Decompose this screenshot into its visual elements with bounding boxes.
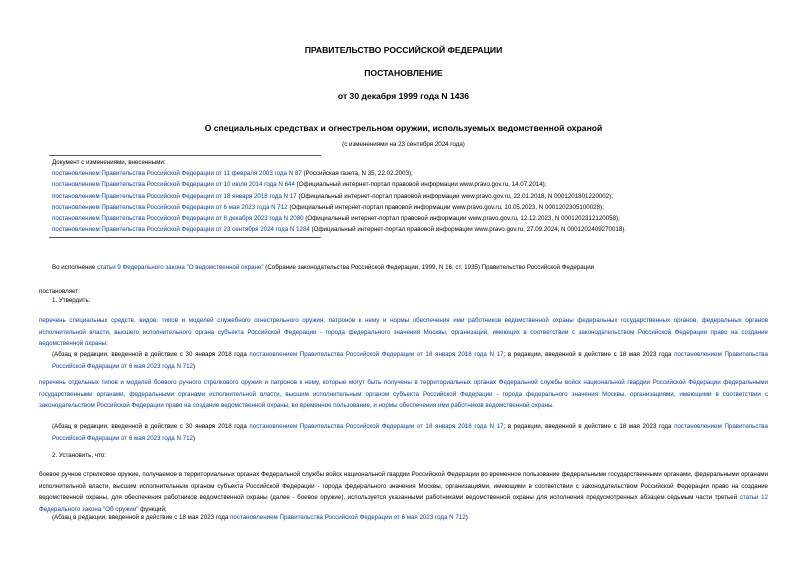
amendment-note-3 bbox=[52, 512, 768, 524]
history-item bbox=[52, 202, 772, 213]
header-date-number: от 30 декабря 1999 года N 1436 bbox=[337, 91, 470, 101]
note-link[interactable]: постановлением Правительства Российской Федерации от 6 мая 2023 года N 712 bbox=[52, 351, 768, 370]
history-item bbox=[52, 213, 772, 224]
history-source: (Официальный интернет-портал правовой информации www.pravo.gov.ru, 14.07.2014); bbox=[294, 181, 547, 189]
preamble bbox=[52, 262, 768, 274]
decides-text: постановляет: bbox=[39, 288, 80, 295]
preamble-text-end: (Собрание законодательства Российской Федерации, 1999, N 16, ст. 1935) Правительство Российской Федерации bbox=[263, 264, 595, 271]
history-source: (Официальный интернет-портал правовой информации www.pravo.gov.ru, 27.09.2024, N 0001202409270018). bbox=[309, 226, 627, 234]
history-bottom-rule bbox=[49, 237, 321, 238]
note-link[interactable]: постановлением Правительства Российской Федерации от 18 января 2018 года N 17 bbox=[249, 351, 504, 358]
list-1-paragraph bbox=[39, 315, 768, 350]
header-government: ПРАВИТЕЛЬСТВО РОССИЙСКОЙ ФЕДЕРАЦИИ bbox=[304, 45, 503, 55]
history-source: (Официальный интернет-портал правовой информации www.pravo.gov.ru, 10.05.2023, N 0001202305100028); bbox=[287, 203, 604, 211]
preamble-text: Во исполнение bbox=[52, 264, 97, 271]
list-2-paragraph bbox=[39, 377, 768, 412]
history-top-rule bbox=[49, 155, 321, 156]
note-text: ; в редакции, введенной в действие с 18 мая 2023 года bbox=[503, 351, 675, 358]
history-item bbox=[52, 191, 772, 202]
history-item bbox=[52, 224, 772, 235]
note-text: ; в редакции, введенной в действие с 18 мая 2023 года bbox=[503, 423, 675, 430]
list-1-link[interactable]: перечень специальных средств, видов, типов и моделей служебного огнестрельного оружия, патронов к нему и нормы обеспечения ими работников ведомственной охраны федеральных государственных органов, федеральных органов исполнительной власти, высшего исполнительного органа субъекта Российской Федерации - города федерального значения Москвы, организаций, имеющих в соответствии с законодательством Российской Федерации право на создание ведомственной охраны; bbox=[39, 317, 768, 347]
note-text: (Абзац в редакции, введенной в действие с 30 января 2018 года bbox=[52, 423, 250, 430]
amendment-note-2 bbox=[52, 421, 768, 444]
note-text: ) bbox=[192, 434, 196, 442]
history-link[interactable]: постановлением Правительства Российской Федерации от 8 декабря 2023 года N 2080 bbox=[52, 215, 304, 223]
note-link[interactable]: постановлением Правительства Российской Федерации от 18 января 2018 года N 17 bbox=[249, 423, 504, 430]
history-intro: Документ с изменениями, внесенными: bbox=[52, 159, 166, 166]
law-article-link[interactable]: статьи 9 Федерального закона "О ведомственной охране" bbox=[97, 264, 264, 271]
document-title: О специальных средствах и огнестрельном оружии, используемых ведомственной охраной bbox=[204, 123, 603, 133]
history-link[interactable]: постановлением Правительства Российской Федерации от 18 января 2018 года N 17 bbox=[52, 192, 297, 200]
note-text: ) bbox=[192, 362, 196, 370]
history-link[interactable]: постановлением Правительства Российской Федерации от 6 мая 2023 года N 712 bbox=[52, 203, 288, 211]
history-source: (Официальный интернет-портал правовой информации www.pravo.gov.ru, 22.01.2018, N 0001201801220002); bbox=[296, 192, 613, 200]
history-link[interactable]: постановлением Правительства Российской Федерации от 23 сентября 2024 года N 1284 bbox=[52, 226, 310, 234]
paragraph-3 bbox=[39, 469, 768, 515]
history-source: (Официальный интернет-портал правовой информации www.pravo.gov.ru, 12.12.2023, N 0001202312120058); bbox=[303, 215, 620, 223]
revision-note: (с изменениями на 23 сентября 2024 года) bbox=[342, 141, 465, 148]
list-2-link[interactable]: перечень отдельных типов и моделей боевого ручного стрелкового оружия и патронов к нему, которые могут быть получены в территориальных органах Федеральной службы войск национальной гвардии Российской Федерации федеральными государственными органами, федеральными органами исполнительной власти, высшим исполнительным органом субъекта Российской Федерации - города федерального значения Москвы, организациями, имеющими в соответствии с законодательством Российской Федерации право на создание ведомственной охраны, во временное пользование, и нормы обеспечения ими работников ведомственной охраны. bbox=[39, 379, 768, 409]
item-1: 1. Утвердить: bbox=[52, 297, 91, 304]
history-link[interactable]: постановлением Правительства Российской Федерации от 10 июля 2014 года N 644 bbox=[52, 181, 295, 189]
note-link[interactable]: постановлением Правительства Российской Федерации от 6 мая 2023 года N 712 bbox=[52, 423, 768, 442]
note-text: ) bbox=[465, 514, 468, 521]
header-doc-type: ПОСТАНОВЛЕНИЕ bbox=[364, 68, 443, 78]
law-article-link[interactable]: статьи 12 Федерального закона "Об оружии" bbox=[39, 494, 768, 513]
amendment-note-1 bbox=[52, 349, 768, 372]
history-link[interactable]: постановлением Правительства Российской Федерации от 11 февраля 2003 года N 87 bbox=[52, 170, 302, 178]
history-source: (Российская газета, N 35, 22.02.2003); bbox=[301, 170, 413, 178]
paragraph-text: боевое ручное стрелковое оружие, получаемое в территориальных органах Федеральной службы войск национальной гвардии Российской Федерации во временное пользование федеральными государственными органами, федеральными органами исполнительной власти, высшим исполнительным органом субъекта Российской Федерации - города федерального значения Москвы, организациями, имеющими в соответствии с законодательством Российской Федерации право на создание ведомственной охраны, для обеспечения работников ведомственной охраны (далее - боевое оружие), используется указанными работниками ведомственной охраны для исполнения предусмотренных абзацем седьмым части третьей bbox=[39, 471, 768, 501]
revision-history bbox=[52, 157, 772, 235]
paragraph-text-end: функций; bbox=[138, 505, 167, 513]
note-text: (Абзац в редакции, введенной в действие с 30 января 2018 года bbox=[52, 351, 250, 358]
note-link[interactable]: постановлением Правительства Российской Федерации от 6 мая 2023 года N 712 bbox=[230, 514, 466, 521]
history-item bbox=[52, 179, 772, 190]
item-2: 2. Установить, что: bbox=[52, 452, 106, 459]
history-item bbox=[52, 168, 772, 179]
note-text: (Абзац в редакции, введенной в действие с 18 мая 2023 года bbox=[52, 514, 231, 521]
